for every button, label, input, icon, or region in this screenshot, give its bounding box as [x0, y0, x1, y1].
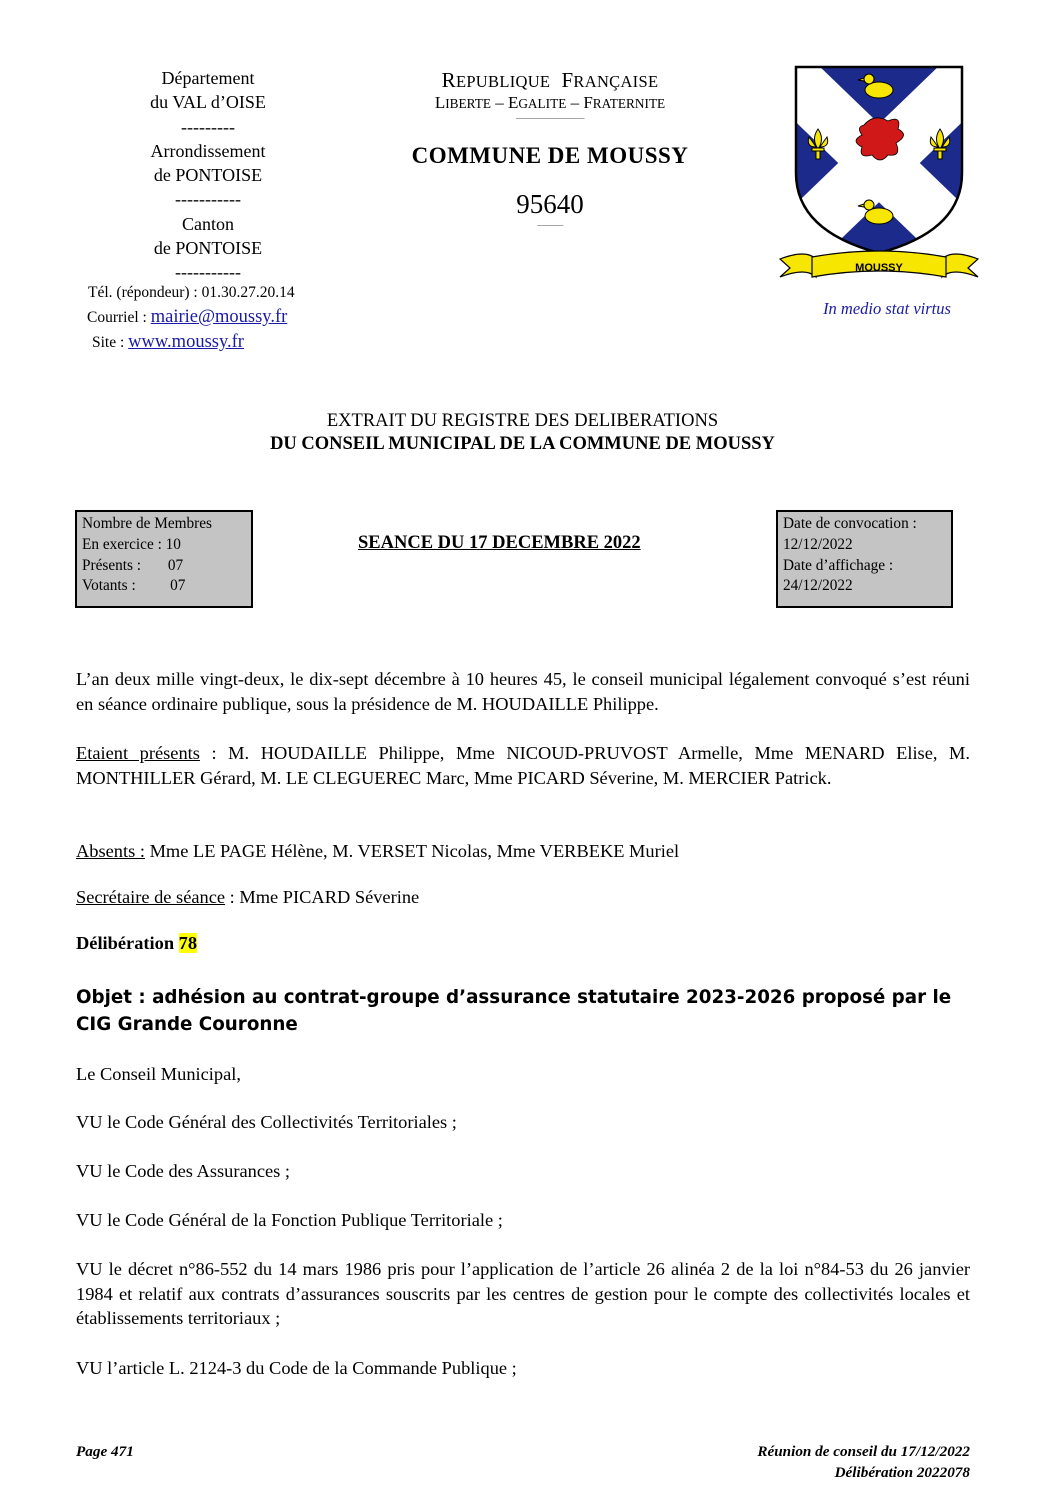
footer-meta — [757, 1442, 970, 1483]
fraternite-initial: F — [583, 93, 593, 112]
members-box — [75, 510, 253, 608]
commune-name: COMMUNE DE MOUSSY — [411, 143, 689, 168]
absentees-label: Absents : — [76, 841, 145, 861]
dash: – — [490, 93, 508, 112]
republic-title — [380, 68, 720, 93]
department-line: Département — [161, 68, 255, 88]
motto-line — [380, 93, 720, 113]
canton-name: de PONTOISE — [153, 238, 263, 259]
separator: --------- — [181, 116, 235, 137]
phone-line: Tél. (répondeur) : 01.30.27.20.14 — [88, 284, 295, 301]
canton-line: Canton — [182, 213, 234, 234]
legal-reference: VU le Code Général de la Fonction Publique Territoriale ; — [76, 1210, 503, 1230]
legal-reference: VU le Code Général des Collectivités Territoriales ; — [76, 1112, 457, 1132]
site-line — [78, 330, 358, 355]
document-title — [60, 410, 985, 455]
posting-date: 24/12/2022 — [783, 577, 853, 595]
members-voting: Votants : 07 — [82, 577, 186, 595]
subject-heading: Objet : adhésion au contrat-groupe d’assurance statutaire 2023-2026 proposé par le CIG Grande Couronne — [76, 987, 952, 1035]
contact-block — [78, 281, 358, 355]
convocation-label: Date de convocation : — [783, 515, 917, 532]
separator: ----------- — [175, 189, 241, 210]
page-number: Page 471 — [76, 1443, 134, 1460]
francaise-word: RANÇAISE — [573, 72, 659, 91]
council-line: Le Conseil Municipal, — [76, 1064, 241, 1084]
absentees-list: Mme LE PAGE Hélène, M. VERSET Nicolas, Mme VERBEKE Muriel — [144, 841, 680, 861]
dash: – — [566, 93, 584, 112]
egalite-word: GALITE — [518, 96, 567, 111]
department-name: du VAL d’OISE — [150, 92, 266, 113]
fraternite-word: RATERNITE — [592, 96, 666, 111]
members-heading: Nombre de Membres — [82, 515, 212, 532]
session-date-heading: SEANCE DU 17 DECEMBRE 2022 — [358, 533, 641, 553]
republic-header — [380, 68, 720, 230]
convocation-date: 12/12/2022 — [783, 535, 853, 553]
secretary-label: Secrétaire de séance — [76, 887, 226, 907]
postcode: 95640 — [516, 189, 584, 219]
liberte-word: IBERTE — [445, 96, 491, 111]
secretary-paragraph — [76, 885, 970, 910]
members-present: Présents : 07 — [82, 556, 184, 574]
department-header — [78, 66, 338, 285]
crest-motto: In medio stat virtus — [823, 299, 951, 318]
deliberation-heading — [76, 931, 970, 956]
banner-text: MOUSSY — [855, 262, 903, 274]
liberte-initial: L — [434, 93, 446, 112]
posting-label: Date d’affichage : — [783, 556, 894, 574]
deliberation-label: Délibération — [76, 933, 179, 953]
website-link[interactable]: www.moussy.fr — [128, 332, 244, 352]
intro-paragraph: L’an deux mille vingt-deux, le dix-sept décembre à 10 heures 45, le conseil municipal légalement convoqué s’est réuni en séance ordinaire publique, sous la présidence de M. HOUDAILLE Philippe. — [76, 669, 970, 714]
email-link[interactable]: mairie@moussy.fr — [150, 307, 288, 327]
egalite-initial: E — [507, 93, 519, 112]
title-line-2: DU CONSEIL MUNICIPAL DE LA COMMUNE DE MOUSSY — [270, 433, 775, 454]
attendees-paragraph — [76, 741, 970, 790]
deliberation-number: 78 — [178, 933, 198, 953]
email-label: Courriel : — [87, 309, 151, 326]
legal-reference: VU le décret n°86-552 du 14 mars 1986 pris pour l’application de l’article 26 alinéa 2 de la loi n°84-53 du 26 janvier 1984 et relatif aux contrats d’assurances souscrits par les centres de gestion pour le compte des collectivités locales et établissements territoriaux ; — [76, 1259, 970, 1329]
header-rule: ———————— — [516, 113, 584, 123]
convocation-box — [776, 510, 953, 608]
coat-of-arms-icon — [776, 63, 982, 288]
secretary-name: : Mme PICARD Séverine — [225, 887, 420, 907]
site-label: Site : — [92, 334, 129, 351]
republic-word: EPUBLIQUE — [455, 72, 551, 91]
title-line-1: EXTRAIT DU REGISTRE DES DELIBERATIONS — [326, 411, 719, 431]
republic-initial: R — [441, 68, 456, 92]
members-in-office: En exercice : 10 — [82, 535, 181, 553]
absentees-paragraph — [76, 839, 970, 864]
email-line — [78, 305, 358, 330]
deliberation-reference: Délibération 2022078 — [834, 1463, 970, 1481]
legal-reference: VU l’article L. 2124-3 du Code de la Commande Publique ; — [76, 1358, 517, 1378]
legal-reference: VU le Code des Assurances ; — [76, 1161, 291, 1181]
arrondissement-name: de PONTOISE — [153, 165, 263, 186]
francaise-initial: F — [561, 68, 574, 92]
attendees-label: Etaient présents — [76, 743, 200, 763]
arrondissement-line: Arrondissement — [150, 140, 266, 161]
separator: ----------- — [175, 262, 241, 283]
postcode-rule: ——— — [537, 220, 563, 230]
meeting-reference: Réunion de conseil du 17/12/2022 — [757, 1443, 970, 1460]
attendees-list: : M. HOUDAILLE Philippe, Mme NICOUD-PRUVOST Armelle, Mme MENARD Elise, M. MONTHILLER Gérard, M. LE CLEGUEREC Marc, Mme PICARD Séverine, M. MERCIER Patrick. — [76, 743, 970, 788]
